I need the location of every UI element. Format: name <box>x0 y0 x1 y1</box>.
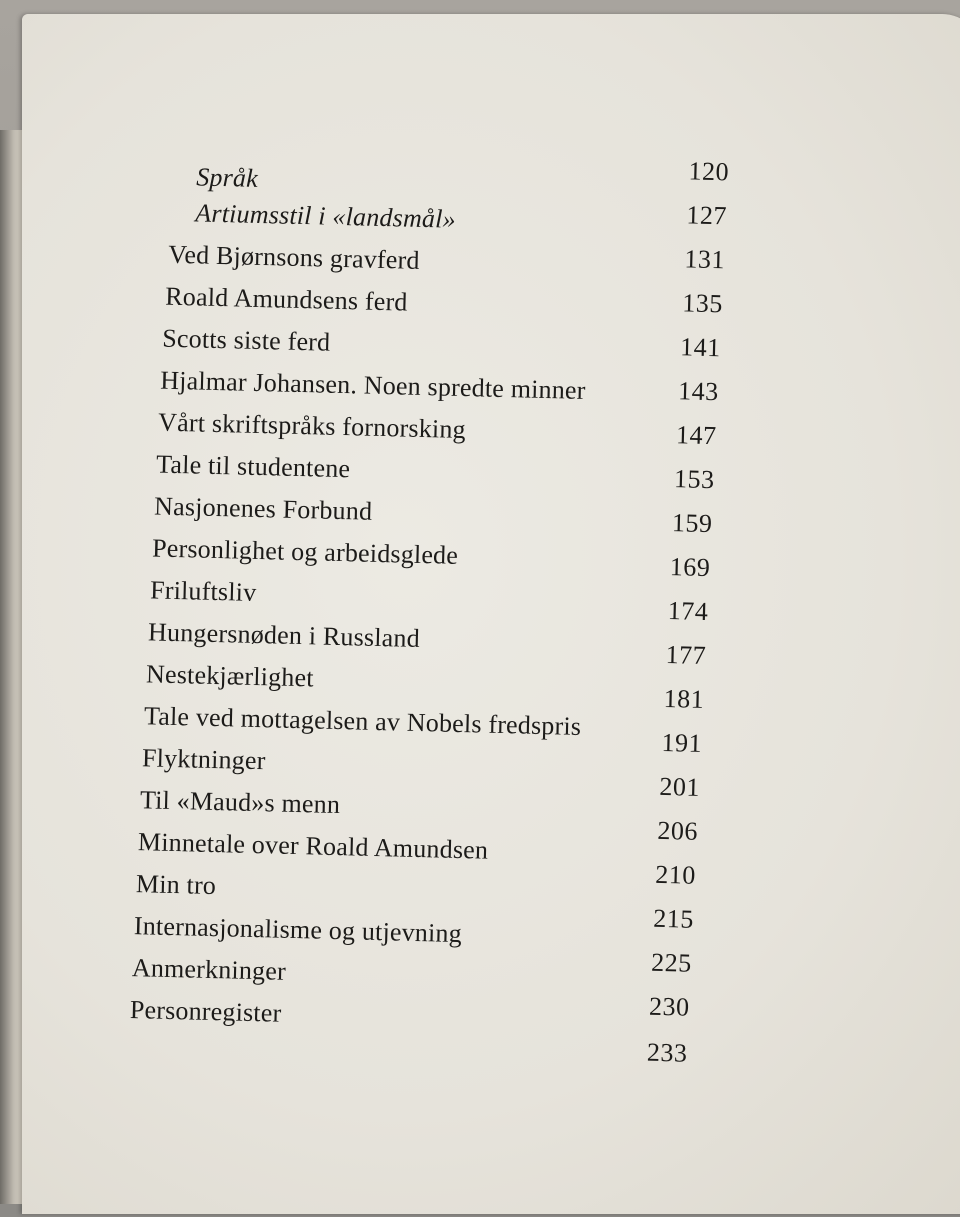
toc-page-number: 215 <box>652 903 695 934</box>
toc-page-number: 230 <box>648 991 690 1022</box>
toc-entry-title: Min tro <box>135 869 217 901</box>
toc-entry-title: Internasjonalisme og utjevning <box>133 911 463 949</box>
toc-entry-title: Nasjonenes Forbund <box>153 491 373 526</box>
toc-page-number: 135 <box>681 288 724 319</box>
toc-page-number: 159 <box>671 508 713 539</box>
toc-page-number: 206 <box>657 815 699 846</box>
toc-entry-title: Flyktninger <box>141 743 266 776</box>
toc-page-number: 191 <box>661 727 703 758</box>
toc-entry-title: Scotts siste ferd <box>161 323 331 357</box>
toc-entry-title: Minnetale over Roald Amundsen <box>137 827 489 865</box>
toc-page-number: 177 <box>665 640 707 671</box>
toc-entry-title: Personregister <box>129 995 282 1028</box>
toc-page-number: 120 <box>688 156 730 187</box>
toc-entry-title: Ved Bjørnsons gravferd <box>168 239 421 275</box>
toc-page-number: 233 <box>646 1037 688 1068</box>
toc-page-number: 225 <box>650 947 693 978</box>
toc-entry-title: Artiumsstil i «landsmål» <box>195 198 457 234</box>
toc-entry-title: Personlighet og arbeidsglede <box>151 533 459 570</box>
toc-entry-title: Tale ved mottagelsen av Nobels fredspris <box>143 701 582 741</box>
toc-entry-title: Vårt skriftspråks fornorsking <box>157 407 467 445</box>
toc-page-number: 141 <box>679 332 722 363</box>
toc-entry-title: Til «Maud»s menn <box>139 785 341 820</box>
toc-entry-title: Nestekjærlighet <box>145 659 315 693</box>
toc-page-number: 169 <box>669 552 711 583</box>
toc-page-number: 174 <box>667 596 709 627</box>
toc-page-number: 210 <box>655 859 697 890</box>
toc-page-number: 181 <box>663 683 705 714</box>
toc-entry-title: Roald Amundsens ferd <box>164 281 408 317</box>
toc-entry-title: Tale til studentene <box>155 449 351 484</box>
toc-page-number: 153 <box>673 464 715 495</box>
toc-entry-title: Hungersnøden i Russland <box>147 617 421 654</box>
toc-entry-title: Hjalmar Johansen. Noen spredte minner <box>159 365 586 405</box>
toc-page-number: 143 <box>677 376 720 407</box>
toc-page-number: 201 <box>659 771 701 802</box>
toc-page-number: 147 <box>675 420 717 451</box>
toc-page-number: 131 <box>684 244 726 275</box>
toc-entry-title: Friluftsliv <box>149 575 257 607</box>
toc-entry-title: Språk <box>195 162 259 193</box>
toc-entry-title: Anmerkninger <box>131 953 287 986</box>
toc-page-number: 127 <box>686 200 728 231</box>
